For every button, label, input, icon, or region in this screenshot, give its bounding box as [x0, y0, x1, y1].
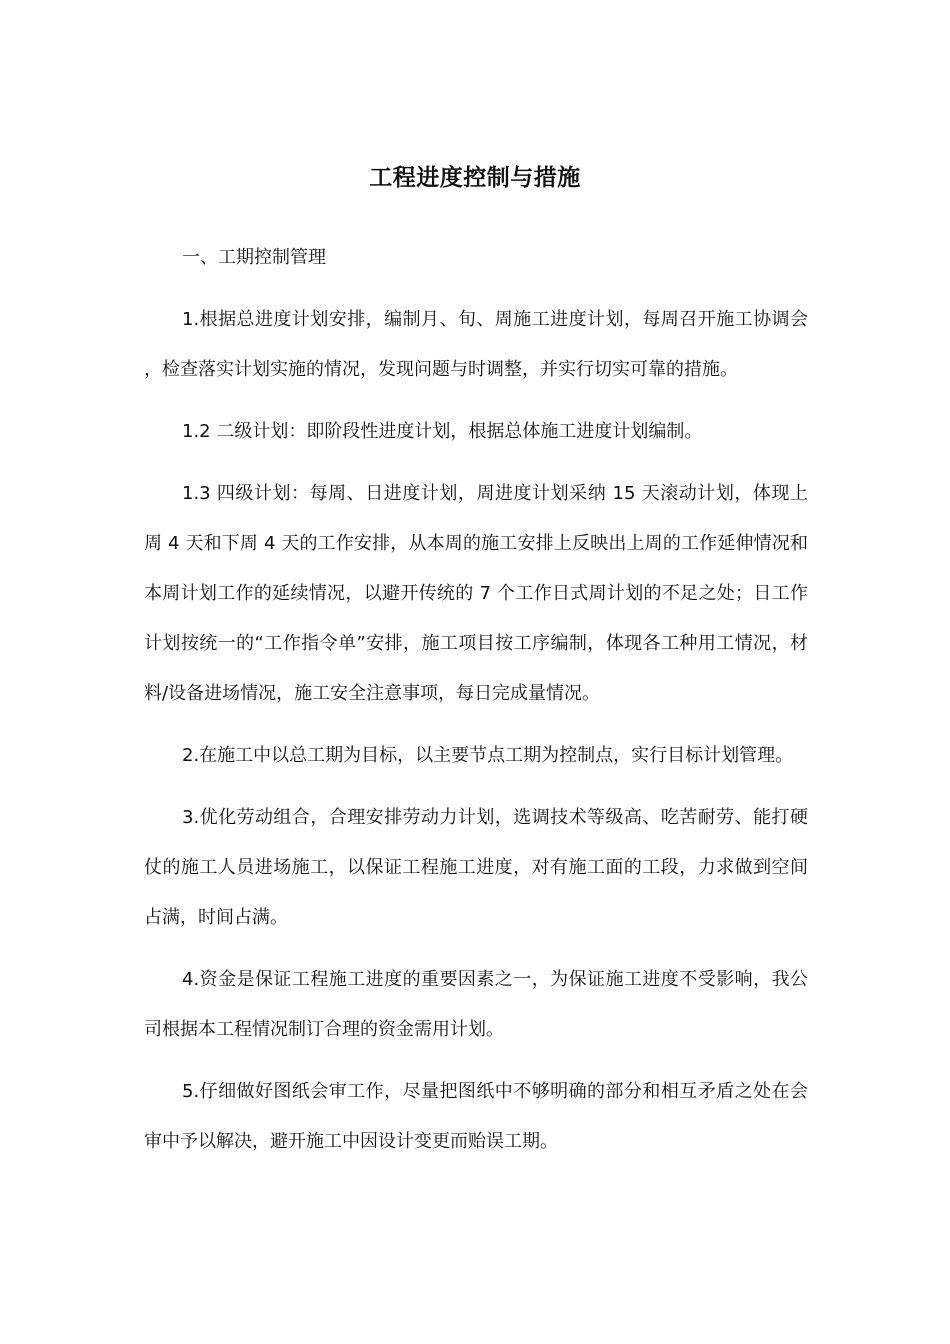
document-body — [144, 233, 808, 1179]
paragraph-1: 1.根据总进度计划安排，编制月、旬、周施工进度计划，每周召开施工协调会，检查落实计划实施的情况，发现问题与时调整，并实行切实可靠的措施。 — [144, 309, 808, 380]
paragraph-4: 4.资金是保证工程施工进度的重要因素之一，为保证施工进度不受影响，我公司根据本工程情况制订合理的资金需用计划。 — [144, 969, 808, 1040]
paragraph-3: 3.优化劳动组合，合理安排劳动力计划，选调技术等级高、吃苦耐劳、能打硬仗的施工人员进场施工，以保证工程施工进度，对有施工面的工段，力求做到空间占满，时间占满。 — [144, 807, 808, 928]
paragraph-1-2: 1.2 二级计划：即阶段性进度计划，根据总体施工进度计划编制。 — [182, 421, 703, 442]
document-title: 工程进度控制与措施 — [369, 165, 581, 191]
paragraph-5: 5.仔细做好图纸会审工作，尽量把图纸中不够明确的部分和相互矛盾之处在会审中予以解决，避开施工中因设计变更而贻误工期。 — [144, 1081, 808, 1152]
paragraph-2: 2.在施工中以总工期为目标，以主要节点工期为控制点，实行目标计划管理。 — [182, 745, 794, 766]
section-heading: 一、工期控制管理 — [182, 247, 326, 268]
paragraph-1-3: 1.3 四级计划：每周、日进度计划，周进度计划采纳 15 天滚动计划，体现上周 4 天和下周 4 天的工作安排，从本周的施工安排上反映出上周的工作延伸情况和本周计划工作的延续情况，以避开传统的 7 个工作日式周计划的不足之处；日工作计划按统一的“工作指令单”安排，施工项目按工序编制，体现各工种用工情况，材料/设备进场情况，施工安全注意事项，每日完成量情况。 — [144, 483, 808, 704]
